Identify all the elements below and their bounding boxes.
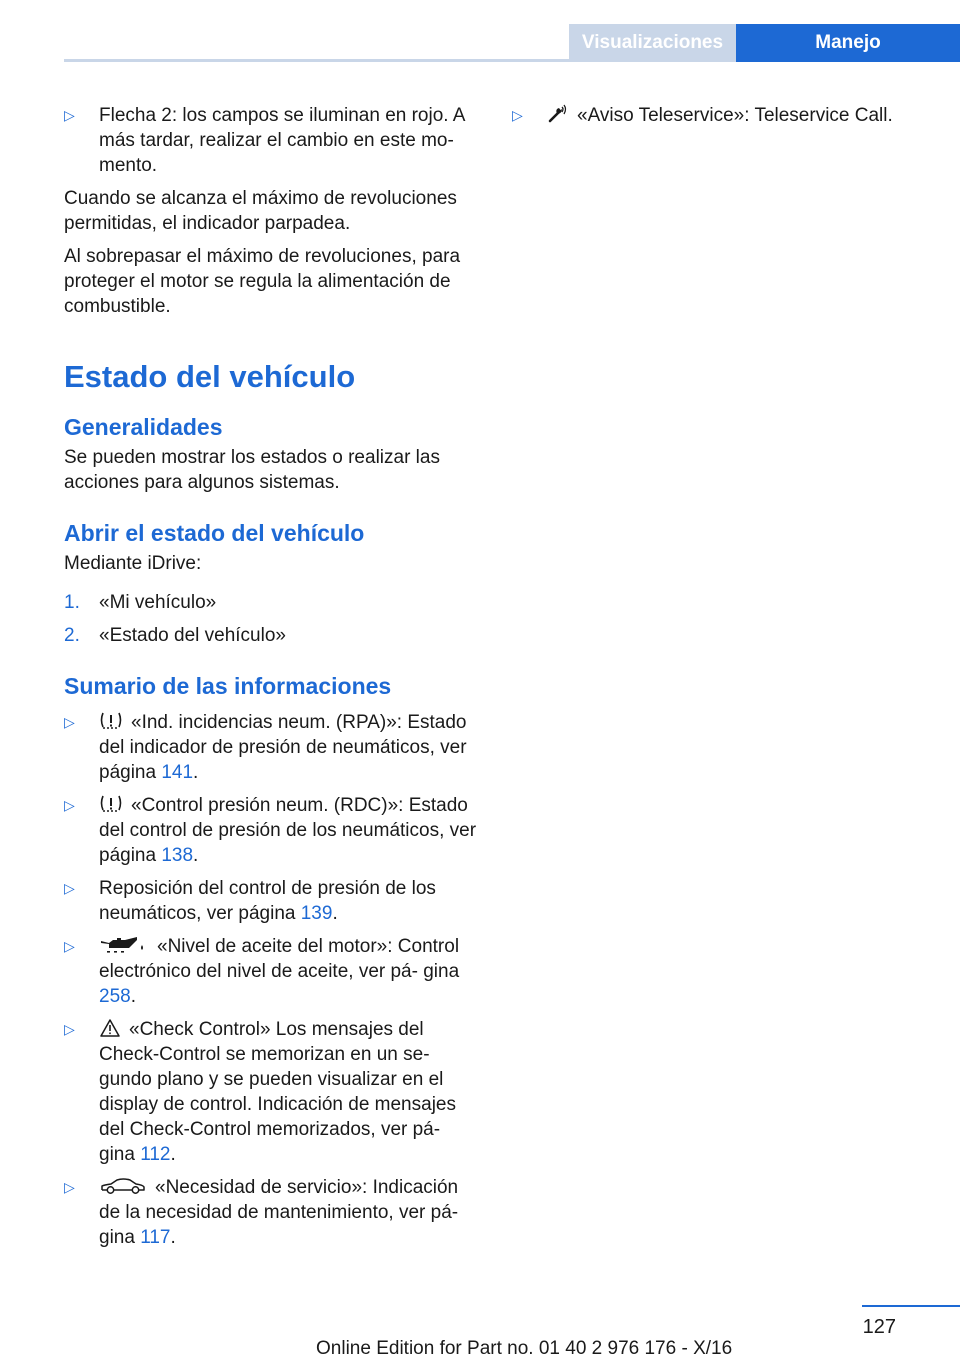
car-service-icon (99, 1176, 147, 1196)
item-text: «Necesidad de servicio»: Indicación de la necesidad de mantenimiento, ver pá‐ gina (99, 1177, 459, 1248)
teleservice-wrench-icon (547, 104, 569, 124)
item-text: Reposición del control de presión de los neumáticos, ver página (99, 878, 436, 924)
footer-rule (862, 1305, 960, 1307)
subsection-title: Generalidades (64, 414, 223, 440)
list-item (512, 103, 928, 128)
list-item (64, 590, 480, 615)
list-item (64, 793, 480, 868)
list-item (64, 1175, 480, 1250)
left-column (64, 103, 480, 1258)
item-text-end: . (130, 986, 136, 1007)
tab-visualizaciones[interactable]: Visualizaciones (569, 24, 736, 62)
page-link[interactable]: 138 (161, 845, 194, 866)
bullet-marker: ▷ (64, 1179, 75, 1195)
item-text: Flecha 2: los campos se iluminan en rojo. A más tardar, realizar el cambio en este mo‐ mento. (99, 105, 465, 176)
list-item (64, 623, 480, 648)
warning-triangle-icon (99, 1018, 121, 1038)
page-link[interactable]: 258 (99, 986, 131, 1007)
right-column (512, 103, 928, 136)
step-number: 2. (64, 625, 80, 646)
item-text: «Check Control» Los mensajes del Check-Control se memorizan en un se‐ gundo plano y se pueden visualizar en el display de control. Indicación de mensajes del Check-Control memorizados, ver pá‐ gina (99, 1019, 456, 1165)
page-link[interactable]: 141 (161, 762, 194, 783)
item-text-end: . (170, 1227, 176, 1248)
page-link[interactable]: 139 (300, 903, 333, 924)
bullet-marker: ▷ (64, 797, 75, 813)
item-text-end: . (170, 1144, 176, 1165)
bullet-marker: ▷ (64, 107, 75, 123)
item-text: «Nivel de aceite del motor»: Control electrónico del nivel de aceite, ver pá‐ gina (99, 936, 460, 982)
list-item (64, 934, 480, 1009)
page-link[interactable]: 112 (140, 1144, 171, 1165)
list-item (64, 710, 480, 785)
bullet-marker: ▷ (64, 880, 75, 896)
item-text-end: . (193, 845, 199, 866)
item-text: «Aviso Teleservice»: Teleservice Call. (577, 105, 893, 126)
item-text: «Ind. incidencias neum. (RPA)»: Estado del indicador de presión de neumáticos, ver página (99, 712, 467, 783)
edition-note: Online Edition for Part no. 01 40 2 976 176 - X/16 (316, 1338, 733, 1359)
paragraph: Al sobrepasar el máximo de revoluciones, para proteger el motor se regula la alimentación de combustible. (64, 246, 461, 317)
item-text-end: . (193, 762, 199, 783)
bullet-marker: ▷ (64, 714, 75, 730)
bullet-marker: ▷ (64, 938, 75, 954)
page-link[interactable]: 117 (140, 1227, 171, 1248)
oil-can-icon (99, 935, 149, 955)
list-item (64, 103, 480, 178)
subsection-title: Sumario de las informaciones (64, 673, 392, 699)
page-header (64, 24, 960, 62)
tire-pressure-warning-icon (99, 711, 123, 731)
tab-manejo[interactable]: Manejo (736, 24, 960, 62)
paragraph: Mediante iDrive: (64, 553, 202, 574)
section-title: Estado del vehículo (64, 359, 356, 394)
bullet-marker: ▷ (512, 107, 523, 123)
list-item (64, 876, 480, 926)
item-text: «Estado del vehículo» (99, 625, 286, 646)
page-number: 127 (862, 1316, 896, 1338)
paragraph: Cuando se alcanza el máximo de revoluciones permitidas, el indicador parpadea. (64, 188, 457, 234)
bullet-marker: ▷ (64, 1021, 75, 1037)
step-number: 1. (64, 592, 80, 613)
list-item (64, 1017, 480, 1167)
paragraph: Se pueden mostrar los estados o realizar las acciones para algunos sistemas. (64, 447, 440, 493)
item-text-end: . (332, 903, 338, 924)
item-text: «Mi vehículo» (99, 592, 217, 613)
item-text: «Control presión neum. (RDC)»: Estado del control de presión de los neumáticos, ver página (99, 795, 477, 866)
subsection-title: Abrir el estado del vehículo (64, 520, 365, 546)
tire-pressure-warning-icon (99, 794, 123, 814)
